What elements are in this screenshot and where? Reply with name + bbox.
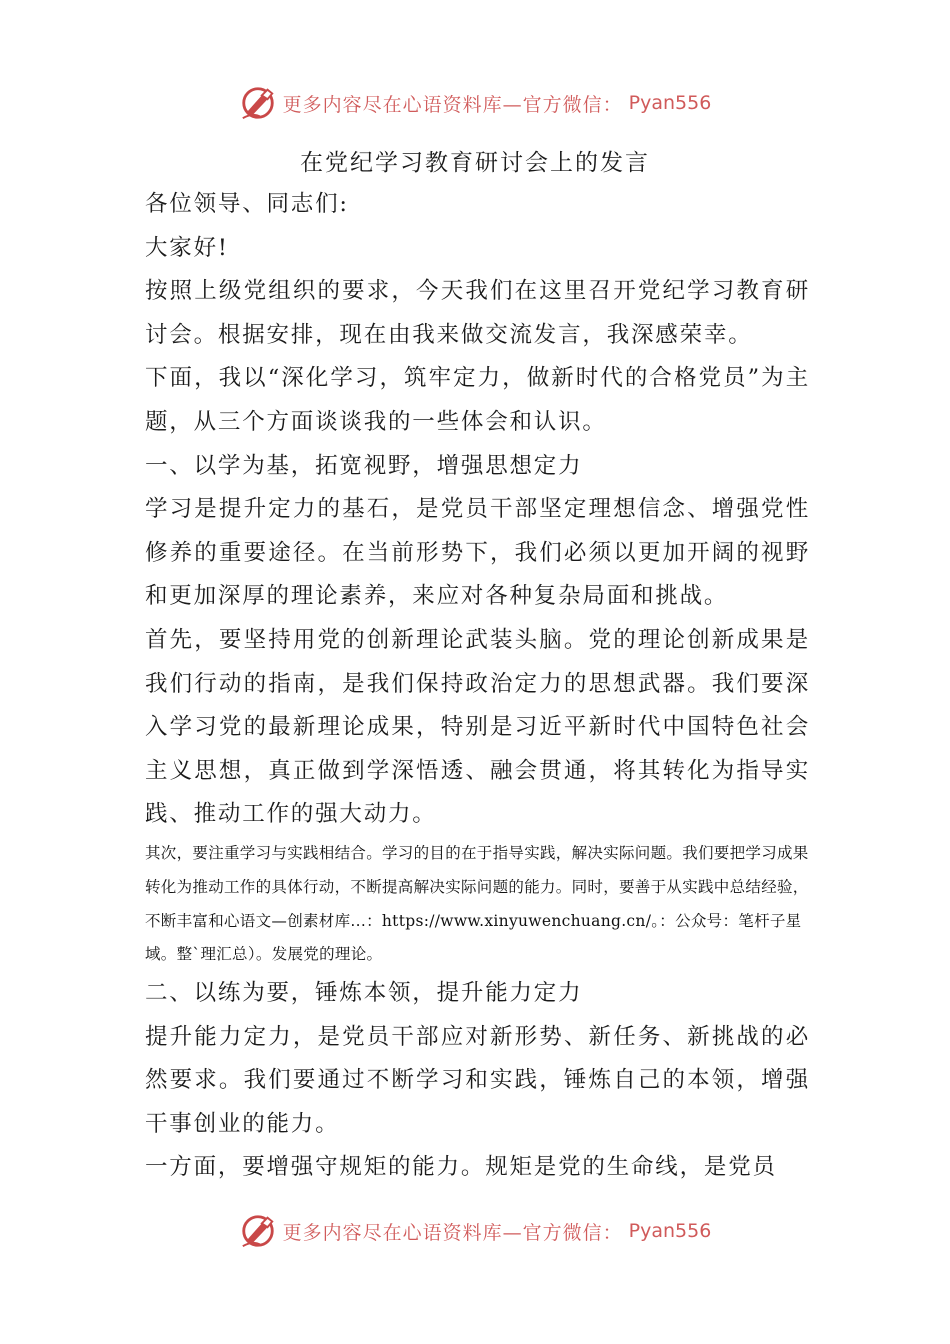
header-watermark	[0, 84, 950, 122]
watermark-text: 更多内容尽在心语资料库—官方微信：	[282, 1221, 623, 1244]
salutation: 各位领导、同志们:	[145, 191, 349, 217]
paragraph: 一方面，要增强守规矩的能力。规矩是党的生命线，是党员	[145, 1154, 777, 1181]
paragraph: 下面，我以“深化学习，筑牢定力，做新时代的合格党员”为主题，从三个方面谈谈我的一些体会和认识。	[145, 365, 810, 435]
pen-logo-icon	[239, 1212, 277, 1250]
paragraph: 学习是提升定力的基石，是党员干部坚定理想信念、增强党性修养的重要途径。在当前形势下，我们必须以更加开阔的视野和更加深厚的理论素养，来应对各种复杂局面和挑战。	[145, 496, 810, 610]
document-body	[145, 183, 810, 1190]
footer-watermark	[0, 1212, 950, 1250]
paragraph: 按照上级党组织的要求，今天我们在这里召开党纪学习教育研讨会。根据安排，现在由我来做交流发言，我深感荣幸。	[145, 278, 810, 348]
source-url: https://www.xinyuwenchuang.cn/	[381, 911, 652, 930]
section-heading-1: 一、以学为基，拓宽视野，增强思想定力	[145, 452, 583, 479]
watermark-text: 更多内容尽在心语资料库—官方微信：	[282, 93, 623, 116]
greeting: 大家好!	[145, 234, 229, 261]
document-title: 在党纪学习教育研讨会上的发言	[300, 150, 650, 176]
watermark-wechat-id: Pyan556	[628, 1220, 712, 1242]
small-text-before: 其次，要注重学习与实践相结合。学习的目的在于指导实践，解决实际问题。我们要把学习成果转化为推动工作的具体行动，不断提高解决实际问题的能力。同时，要善于从实践中总结经验，不断丰富和心语文—创素材库...：	[145, 843, 809, 930]
small-text-after: 。：公众号：笔杆子星域。整`理汇总）。发展党的理论。	[145, 911, 802, 964]
pen-logo-icon	[239, 84, 277, 122]
paragraph: 首先，要坚持用党的创新理论武装头脑。党的理论创新成果是我们行动的指南，是我们保持政治定力的思想武器。我们要深入学习党的最新理论成果，特别是习近平新时代中国特色社会主义思想，真正做到学深悟透、融会贯通，将其转化为指导实践、推动工作的强大动力。	[145, 626, 810, 828]
paragraph: 提升能力定力，是党员干部应对新形势、新任务、新挑战的必然要求。我们要通过不断学习和实践，锤炼自己的本领，增强干事创业的能力。	[145, 1023, 810, 1137]
section-heading-2: 二、以练为要，锤炼本领，提升能力定力	[145, 980, 583, 1007]
watermark-wechat-id: Pyan556	[628, 92, 712, 114]
small-paragraph	[145, 837, 810, 972]
